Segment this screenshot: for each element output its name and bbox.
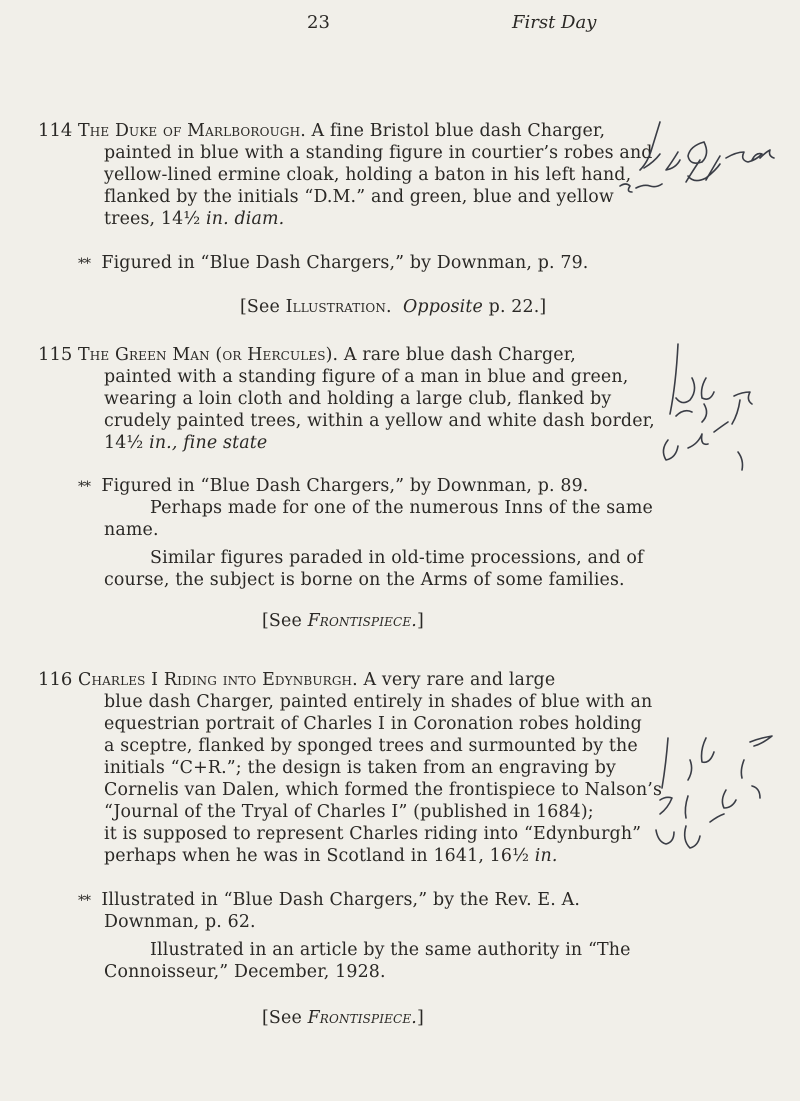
see-reference: [See Frontispiece.] — [262, 611, 424, 631]
lot-line: it is supposed to represent Charles riding into “Edynburgh” — [104, 824, 642, 844]
lot-note: ** Figured in “Blue Dash Chargers,” by Downman, p. 79. — [78, 253, 589, 273]
lot-note: ** Figured in “Blue Dash Chargers,” by Downman, p. 89. — [78, 476, 589, 496]
lot-title: The Green Man (or Hercules). — [78, 345, 339, 365]
note-asterisks: ** — [78, 893, 90, 909]
page-number: 23 — [307, 12, 330, 33]
note-asterisks: ** — [78, 479, 90, 495]
see-reference: [See Illustration. Opposite p. 22.] — [240, 297, 547, 317]
lot-line: equestrian portrait of Charles I in Coronation robes holding — [104, 714, 642, 734]
lot-note-line: name. — [104, 520, 159, 540]
lot-number: 114 — [38, 120, 73, 141]
lot-line: Cornelis van Dalen, which formed the frontispiece to Nalson’s — [104, 780, 663, 800]
lot-line: The Duke of Marlborough. A fine Bristol blue dash Charger, — [78, 121, 606, 141]
lot-line: “Journal of the Tryal of Charles I” (published in 1684); — [104, 802, 594, 822]
lot-title: Charles I Riding into Edynburgh. — [78, 670, 358, 690]
handwritten-annotation-114 — [600, 118, 790, 208]
handwritten-annotation-116 — [640, 730, 790, 860]
lot-line: initials “C+R.”; the design is taken from an engraving by — [104, 758, 617, 778]
see-reference: [See Frontispiece.] — [262, 1008, 424, 1028]
lot-note-line: Connoisseur,” December, 1928. — [104, 962, 386, 982]
lot-line: 14½ in., fine state — [104, 433, 268, 453]
lot-number: 116 — [38, 669, 73, 690]
lot-line: trees, 14½ in. diam. — [104, 209, 285, 229]
note-asterisks: ** — [78, 256, 90, 272]
page-header — [0, 12, 800, 42]
running-title: First Day — [512, 12, 597, 33]
lot-note-line: Similar figures paraded in old-time processions, and of — [150, 548, 644, 568]
lot-line: yellow-lined ermine cloak, holding a baton in his left hand, — [104, 165, 632, 185]
lot-line: blue dash Charger, painted entirely in shades of blue with an — [104, 692, 653, 712]
lot-note-line: course, the subject is borne on the Arms of some families. — [104, 570, 625, 590]
lot-line: flanked by the initials “D.M.” and green, blue and yellow — [104, 187, 614, 207]
lot-note: ** Illustrated in “Blue Dash Chargers,” by the Rev. E. A. — [78, 890, 581, 910]
handwritten-annotation-115 — [648, 340, 768, 480]
lot-note-line: Illustrated in an article by the same authority in “The — [150, 940, 631, 960]
lot-line: The Green Man (or Hercules). A rare blue dash Charger, — [78, 345, 576, 365]
lot-line: a sceptre, flanked by sponged trees and surmounted by the — [104, 736, 638, 756]
lot-line: crudely painted trees, within a yellow and white dash border, — [104, 411, 655, 431]
lot-line: painted in blue with a standing figure in courtier’s robes and — [104, 143, 653, 163]
lot-line: perhaps when he was in Scotland in 1641, 16½ in. — [104, 846, 558, 866]
lot-note-line: Perhaps made for one of the numerous Inns of the same — [150, 498, 653, 518]
lot-line: wearing a loin cloth and holding a large club, flanked by — [104, 389, 612, 409]
lot-number: 115 — [38, 344, 73, 365]
lot-note-line: Downman, p. 62. — [104, 912, 256, 932]
lot-line: painted with a standing figure of a man in blue and green, — [104, 367, 629, 387]
lot-title: The Duke of Marlborough. — [78, 121, 306, 141]
lot-line: Charles I Riding into Edynburgh. A very rare and large — [78, 670, 556, 690]
